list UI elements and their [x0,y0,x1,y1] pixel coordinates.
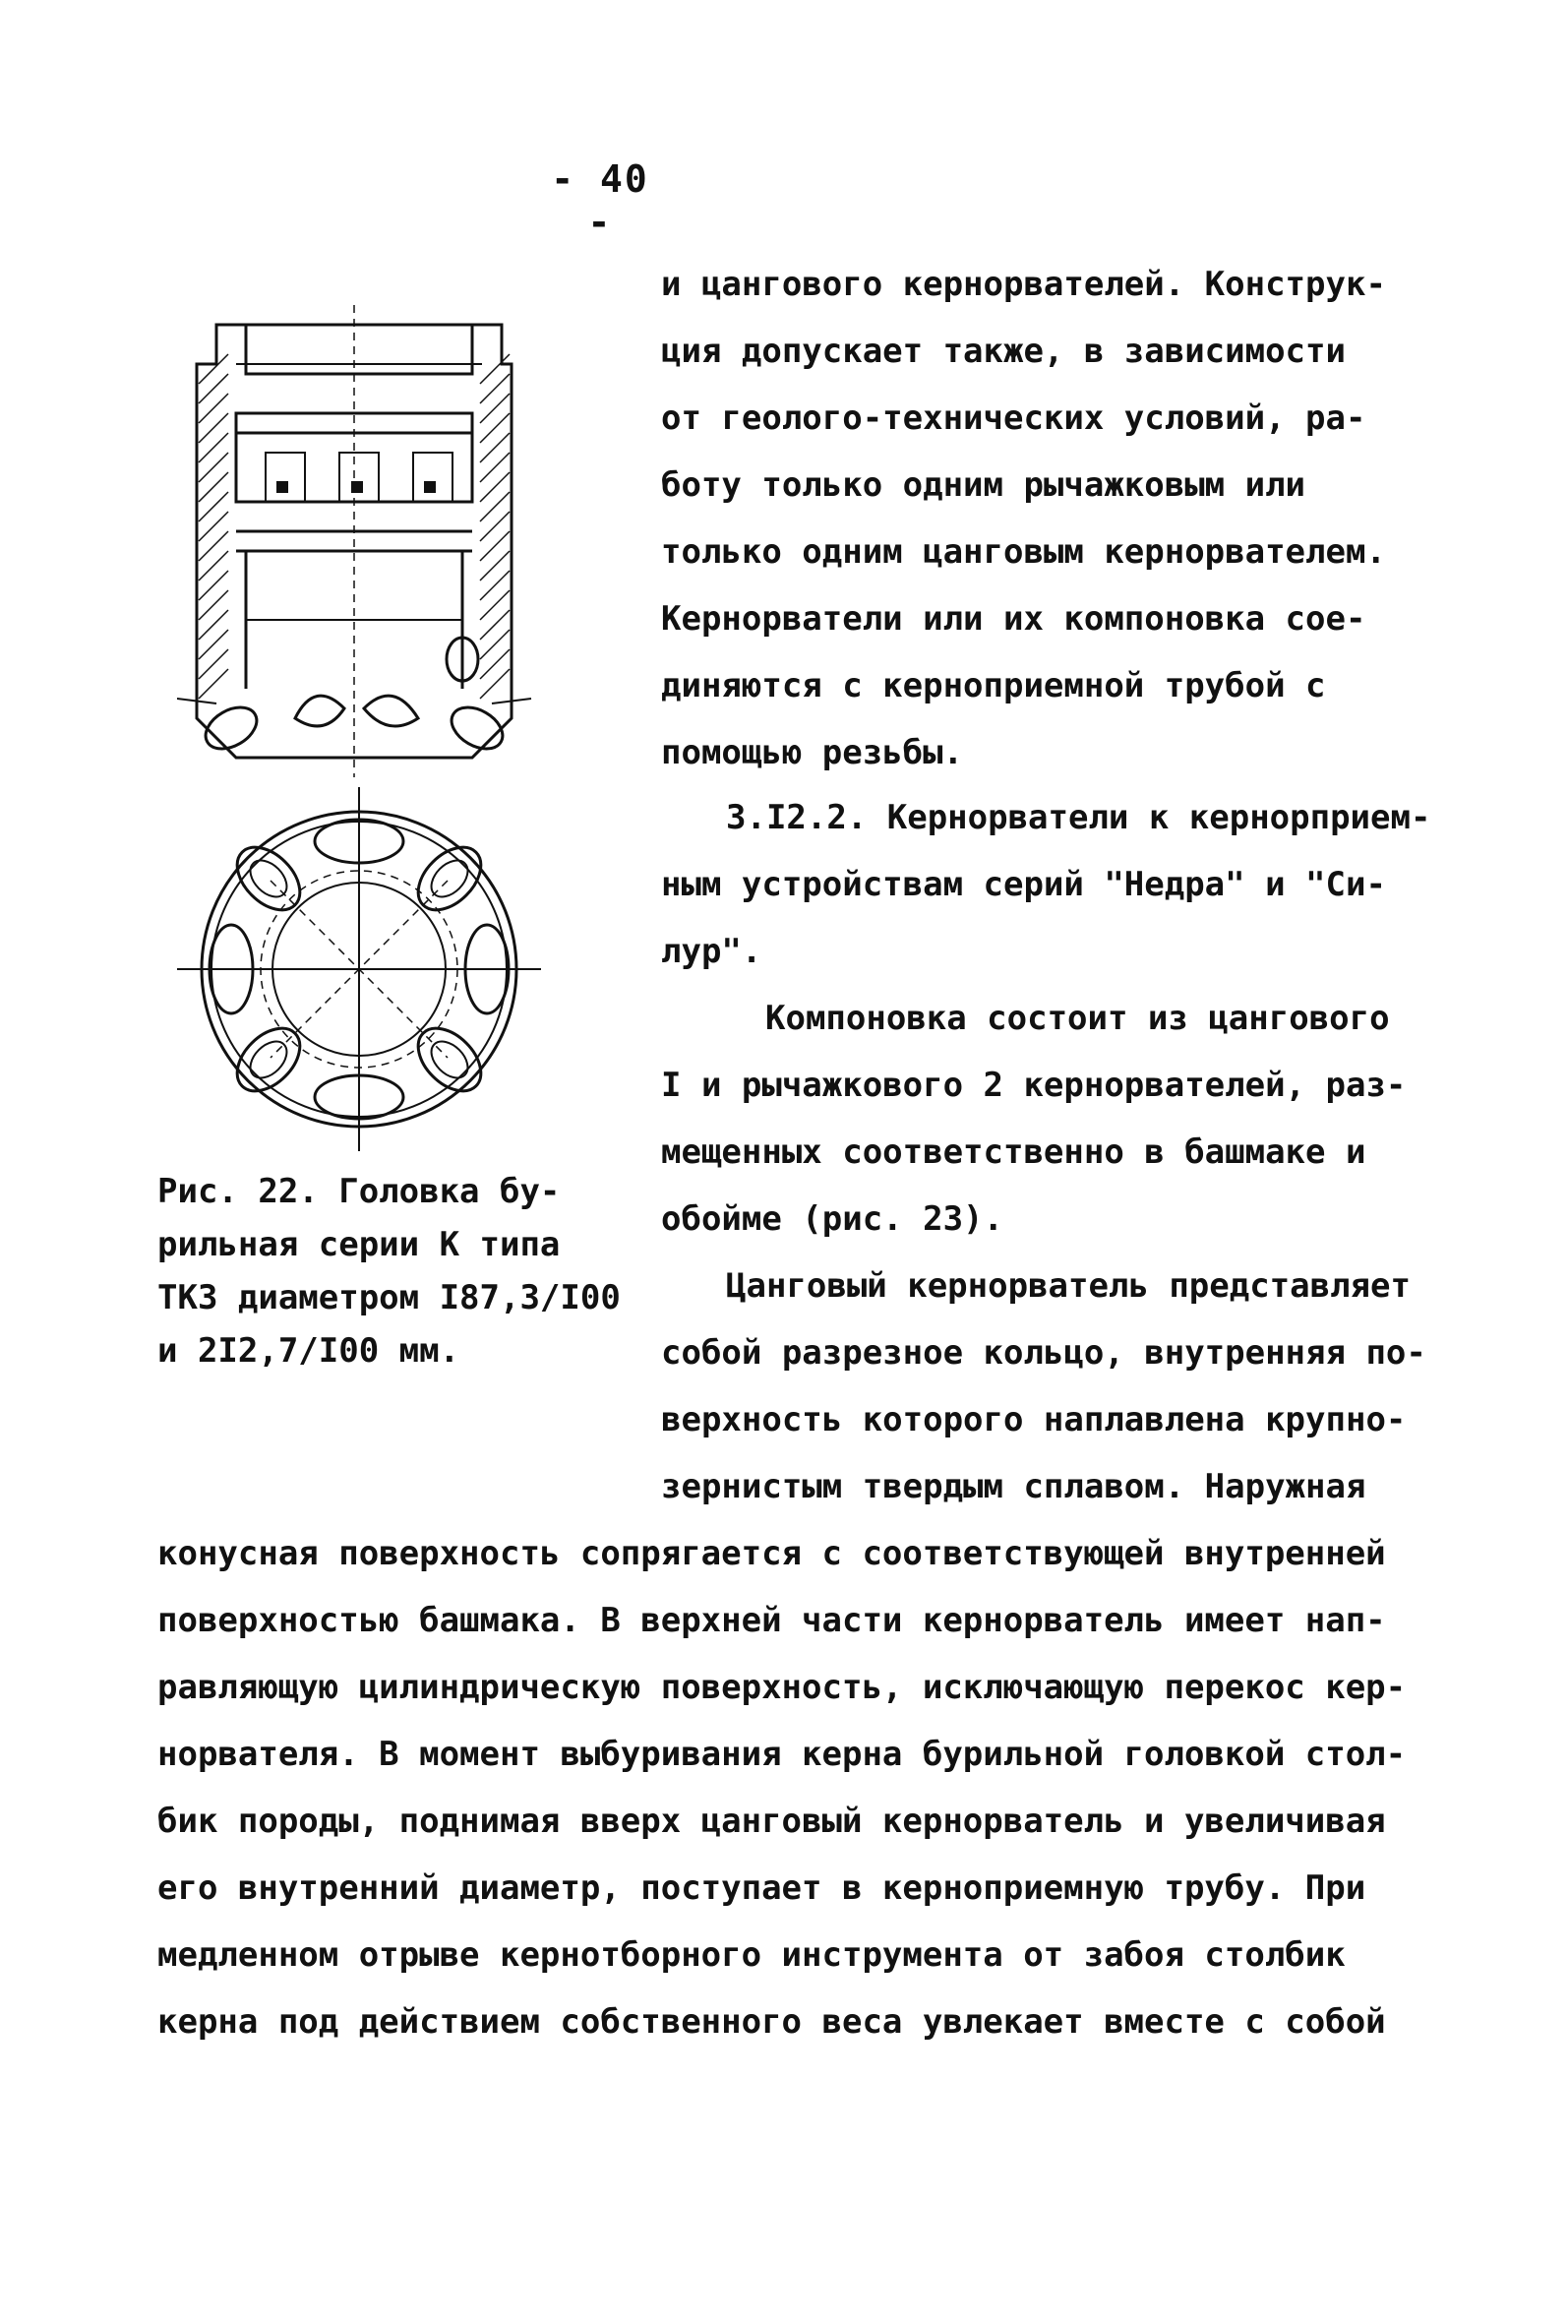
body-text-line: его внутренний диаметр, поступает в керноприемную трубу. При [157,1868,1366,1908]
page-number: - 40 - [551,157,649,244]
body-text-line: бик породы, поднимая вверх цанговый кернорватель и увеличивая [157,1802,1386,1841]
right-column-line: помощью резьбы. [661,733,964,772]
right-column-line: зернистым твердым сплавом. Наружная [661,1467,1366,1506]
figure-caption-line: ТКЗ диаметром I87,3/I00 [157,1278,621,1317]
right-column-line: Кернорватели или их компоновка сое- [661,599,1366,639]
body-text-line: равляющую цилиндрическую поверхность, исключающую перекос кер- [157,1668,1407,1707]
right-column-line: и цангового кернорвателей. Конструк- [661,265,1386,304]
figure-caption-line: и 2I2,7/I00 мм. [157,1331,460,1371]
figure-caption-line: рильная серии К типа [157,1225,561,1264]
right-column-line: I и рычажкового 2 кернорвателей, раз- [661,1066,1407,1105]
right-column-line: собой разрезное кольцо, внутренняя по- [661,1333,1426,1373]
body-text-line: керна под действием собственного веса увлекает вместе с собой [157,2002,1386,2042]
body-text-line: норвателя. В момент выбуривания керна бурильной головкой стол- [157,1735,1407,1774]
right-column-line: боту только одним рычажковым или [661,465,1306,505]
right-column-line: ция допускает также, в зависимости [661,332,1346,371]
figure-caption-line: Рис. 22. Головка бу- [157,1172,561,1211]
drill-head-plan-drawing [177,787,541,1151]
right-column-line: только одним цанговым кернорвателем. [661,532,1386,572]
body-text-line: медленном отрыве кернотборного инструмента от забоя столбик [157,1935,1346,1975]
right-column-line: лур". [661,932,762,971]
paragraph-start-line: Компоновка состоит из цангового [765,999,1390,1038]
right-column-line: обойме (рис. 23). [661,1199,1003,1239]
paragraph-start-line: Цанговый кернорватель представляет [726,1266,1411,1306]
right-column-line: верхность которого наплавлена крупно- [661,1400,1407,1439]
body-text-line: поверхностью башмака. В верхней части кернорватель имеет нап- [157,1601,1386,1640]
section-heading-line: 3.I2.2. Кернорватели к кернорприем- [726,798,1431,837]
right-column-line: ным устройствам серий "Недра" и "Си- [661,865,1386,904]
right-column-line: от геолого-технических условий, ра- [661,398,1366,438]
right-column-line: диняются с керноприемной трубой с [661,666,1326,705]
drill-head-section-drawing [177,305,541,777]
right-column-line: мещенных соответственно в башмаке и [661,1132,1366,1172]
body-text-line: конусная поверхность сопрягается с соответствующей внутренней [157,1534,1386,1573]
